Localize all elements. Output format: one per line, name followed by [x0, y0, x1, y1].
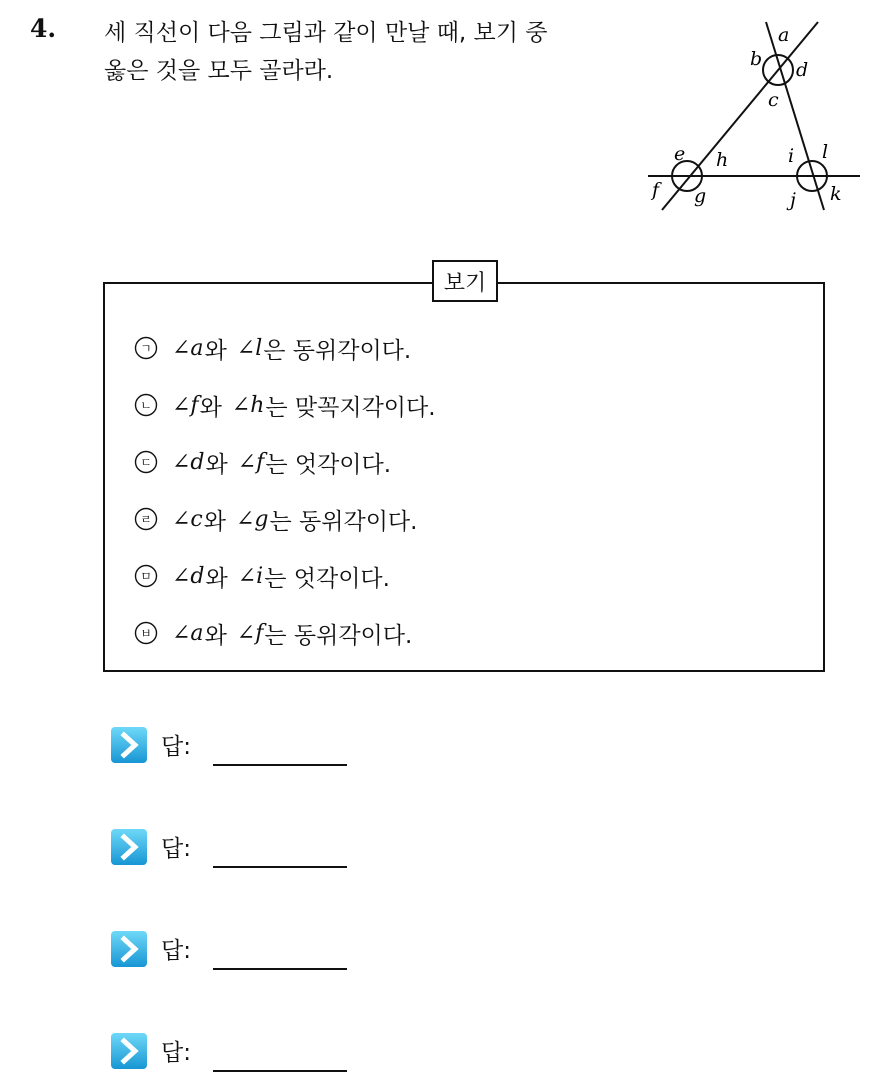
angle-5b: ∠i [237, 563, 264, 589]
angle-2b: ∠h [231, 392, 265, 418]
angle-6a: ∠a [172, 620, 204, 646]
chevron-right-icon [110, 828, 148, 866]
circled-mieum-marker [134, 564, 158, 588]
svg-text:ㄷ: ㄷ [140, 455, 152, 470]
question-line-2: 옳은 것을 모두 골라라. [104, 58, 334, 84]
label-i: i [788, 145, 795, 167]
label-h: h [716, 149, 729, 171]
question-text [104, 14, 624, 90]
angle-1b: ∠l [236, 335, 263, 361]
question-line-1: 세 직선이 다음 그림과 같이 만날 때, 보기 중 [104, 20, 548, 46]
svg-text:ㅁ: ㅁ [140, 569, 152, 584]
three-lines-figure [640, 14, 864, 214]
angle-3a: ∠d [172, 449, 205, 475]
question-number: 4. [30, 14, 57, 43]
angle-1a: ∠a [172, 335, 204, 361]
answer-blank-line[interactable] [213, 866, 347, 868]
circled-rieul-marker [134, 507, 158, 531]
answer-blank-line[interactable] [213, 968, 347, 970]
answer-label: 답: [161, 836, 191, 862]
chevron-right-icon [110, 726, 148, 764]
angle-4b: ∠g [235, 506, 269, 532]
chevron-right-icon [110, 930, 148, 968]
bogi-title: 보기 [432, 260, 498, 302]
label-g: g [694, 185, 707, 207]
circled-bieup-marker [134, 621, 158, 645]
chevron-right-icon [110, 1032, 148, 1070]
answer-blank-line[interactable] [213, 764, 347, 766]
bogi-option-6: ㅂ ∠a 와 ∠f 는 동위각이다. [134, 613, 412, 653]
circled-digeut-marker [134, 450, 158, 474]
svg-text:ㄴ: ㄴ [140, 398, 152, 413]
angle-2a: ∠f [172, 392, 199, 418]
angle-5a: ∠d [172, 563, 205, 589]
svg-text:ㄱ: ㄱ [140, 341, 152, 356]
label-c: c [768, 89, 779, 111]
circled-giyeok-marker [134, 336, 158, 360]
label-e: e [674, 143, 686, 165]
label-f: f [652, 179, 660, 201]
label-l: l [822, 141, 829, 163]
bogi-option-3: ㄷ ∠d 와 ∠f 는 엇각이다. [134, 442, 391, 482]
angle-4a: ∠c [172, 506, 203, 532]
answer-blank-line[interactable] [213, 1070, 347, 1072]
bogi-option-1: ㄱ ∠a 와 ∠l 은 동위각이다. [134, 328, 411, 368]
bogi-option-4: ㄹ ∠c 와 ∠g 는 동위각이다. [134, 499, 417, 539]
label-k: k [830, 183, 842, 205]
label-d: d [796, 59, 809, 81]
bogi-option-5: ㅁ ∠d 와 ∠i 는 엇각이다. [134, 556, 390, 596]
angle-6b: ∠f [236, 620, 264, 646]
svg-text:ㄹ: ㄹ [140, 512, 152, 527]
bogi-option-2: ㄴ ∠f 와 ∠h 는 맞꼭지각이다. [134, 385, 436, 425]
label-b: b [750, 48, 763, 70]
svg-text:ㅂ: ㅂ [140, 626, 152, 641]
label-j: j [790, 189, 796, 211]
label-a: a [778, 24, 790, 46]
answer-label: 답: [161, 938, 191, 964]
circled-nieun-marker [134, 393, 158, 417]
answer-label: 답: [161, 1040, 191, 1066]
answer-label: 답: [161, 734, 191, 760]
angle-3b: ∠f [237, 449, 265, 475]
